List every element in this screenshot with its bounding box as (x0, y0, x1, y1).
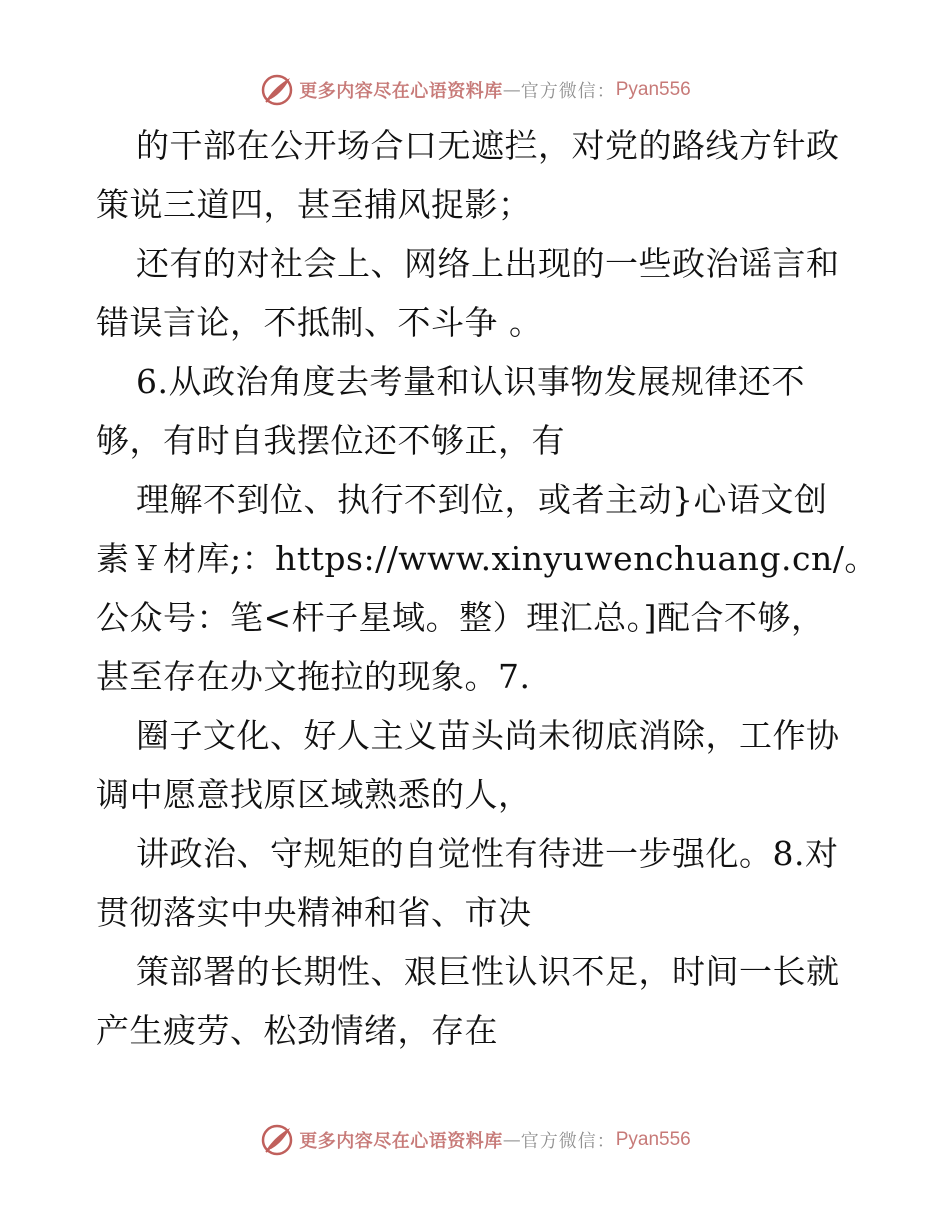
text-line: 理解不到位、执行不到位，或者主动}心语文创 (136, 480, 828, 519)
banner-wechat-id: Pyan556 (615, 1129, 691, 1150)
banner-dash: — (502, 79, 521, 101)
banner-slogan: 更多内容尽在心语资料库 (299, 81, 503, 102)
quill-seal-icon (259, 1122, 295, 1158)
text-line: 还有的对社会上、网络上出现的一些政治谣言和 (136, 244, 840, 283)
text-line: 策说三道四，甚至捕风捉影； (96, 185, 532, 224)
banner-wechat-label: 官方微信： (520, 81, 616, 102)
text-line: 错误言论，不抵制、不斗争 。 (96, 303, 543, 342)
text-line: 讲政治、守规矩的自觉性有待进一步强化。8.对 (136, 834, 839, 873)
document-body (96, 116, 878, 1060)
text-line: 产生疲劳、松劲情绪，存在 (96, 1011, 498, 1050)
text-line: 6.从政治角度去考量和认识事物发展规律还不 (136, 362, 805, 401)
text-line: 够，有时自我摆位还不够正，有 (96, 421, 565, 460)
text-line: 圈子文化、好人主义苗头尚未彻底消除，工作协 (136, 716, 840, 755)
header-watermark (0, 70, 950, 110)
quill-seal-icon (259, 72, 295, 108)
text-line: 调中愿意找原区域熟悉的人， (96, 775, 532, 814)
text-line: 策部署的长期性、艰巨性认识不足，时间一长就 (136, 952, 840, 991)
text-line: 素￥材库;：https://www.xinyuwenchuang.cn/。 (96, 539, 878, 578)
text-line: 贯彻落实中央精神和省、市决 (96, 893, 532, 932)
banner-wechat-label: 官方微信： (520, 1131, 616, 1152)
banner-dash: — (502, 1129, 521, 1151)
banner-wechat-id: Pyan556 (615, 79, 691, 100)
banner-slogan: 更多内容尽在心语资料库 (299, 1131, 503, 1152)
text-line: 甚至存在办文拖拉的现象。7. (96, 657, 531, 696)
text-line: 的干部在公开场合口无遮拦，对党的路线方针政 (136, 126, 840, 165)
footer-watermark (0, 1120, 950, 1160)
text-line: 公众号：笔<杆子星域。整）理汇总。]配合不够， (96, 598, 825, 637)
